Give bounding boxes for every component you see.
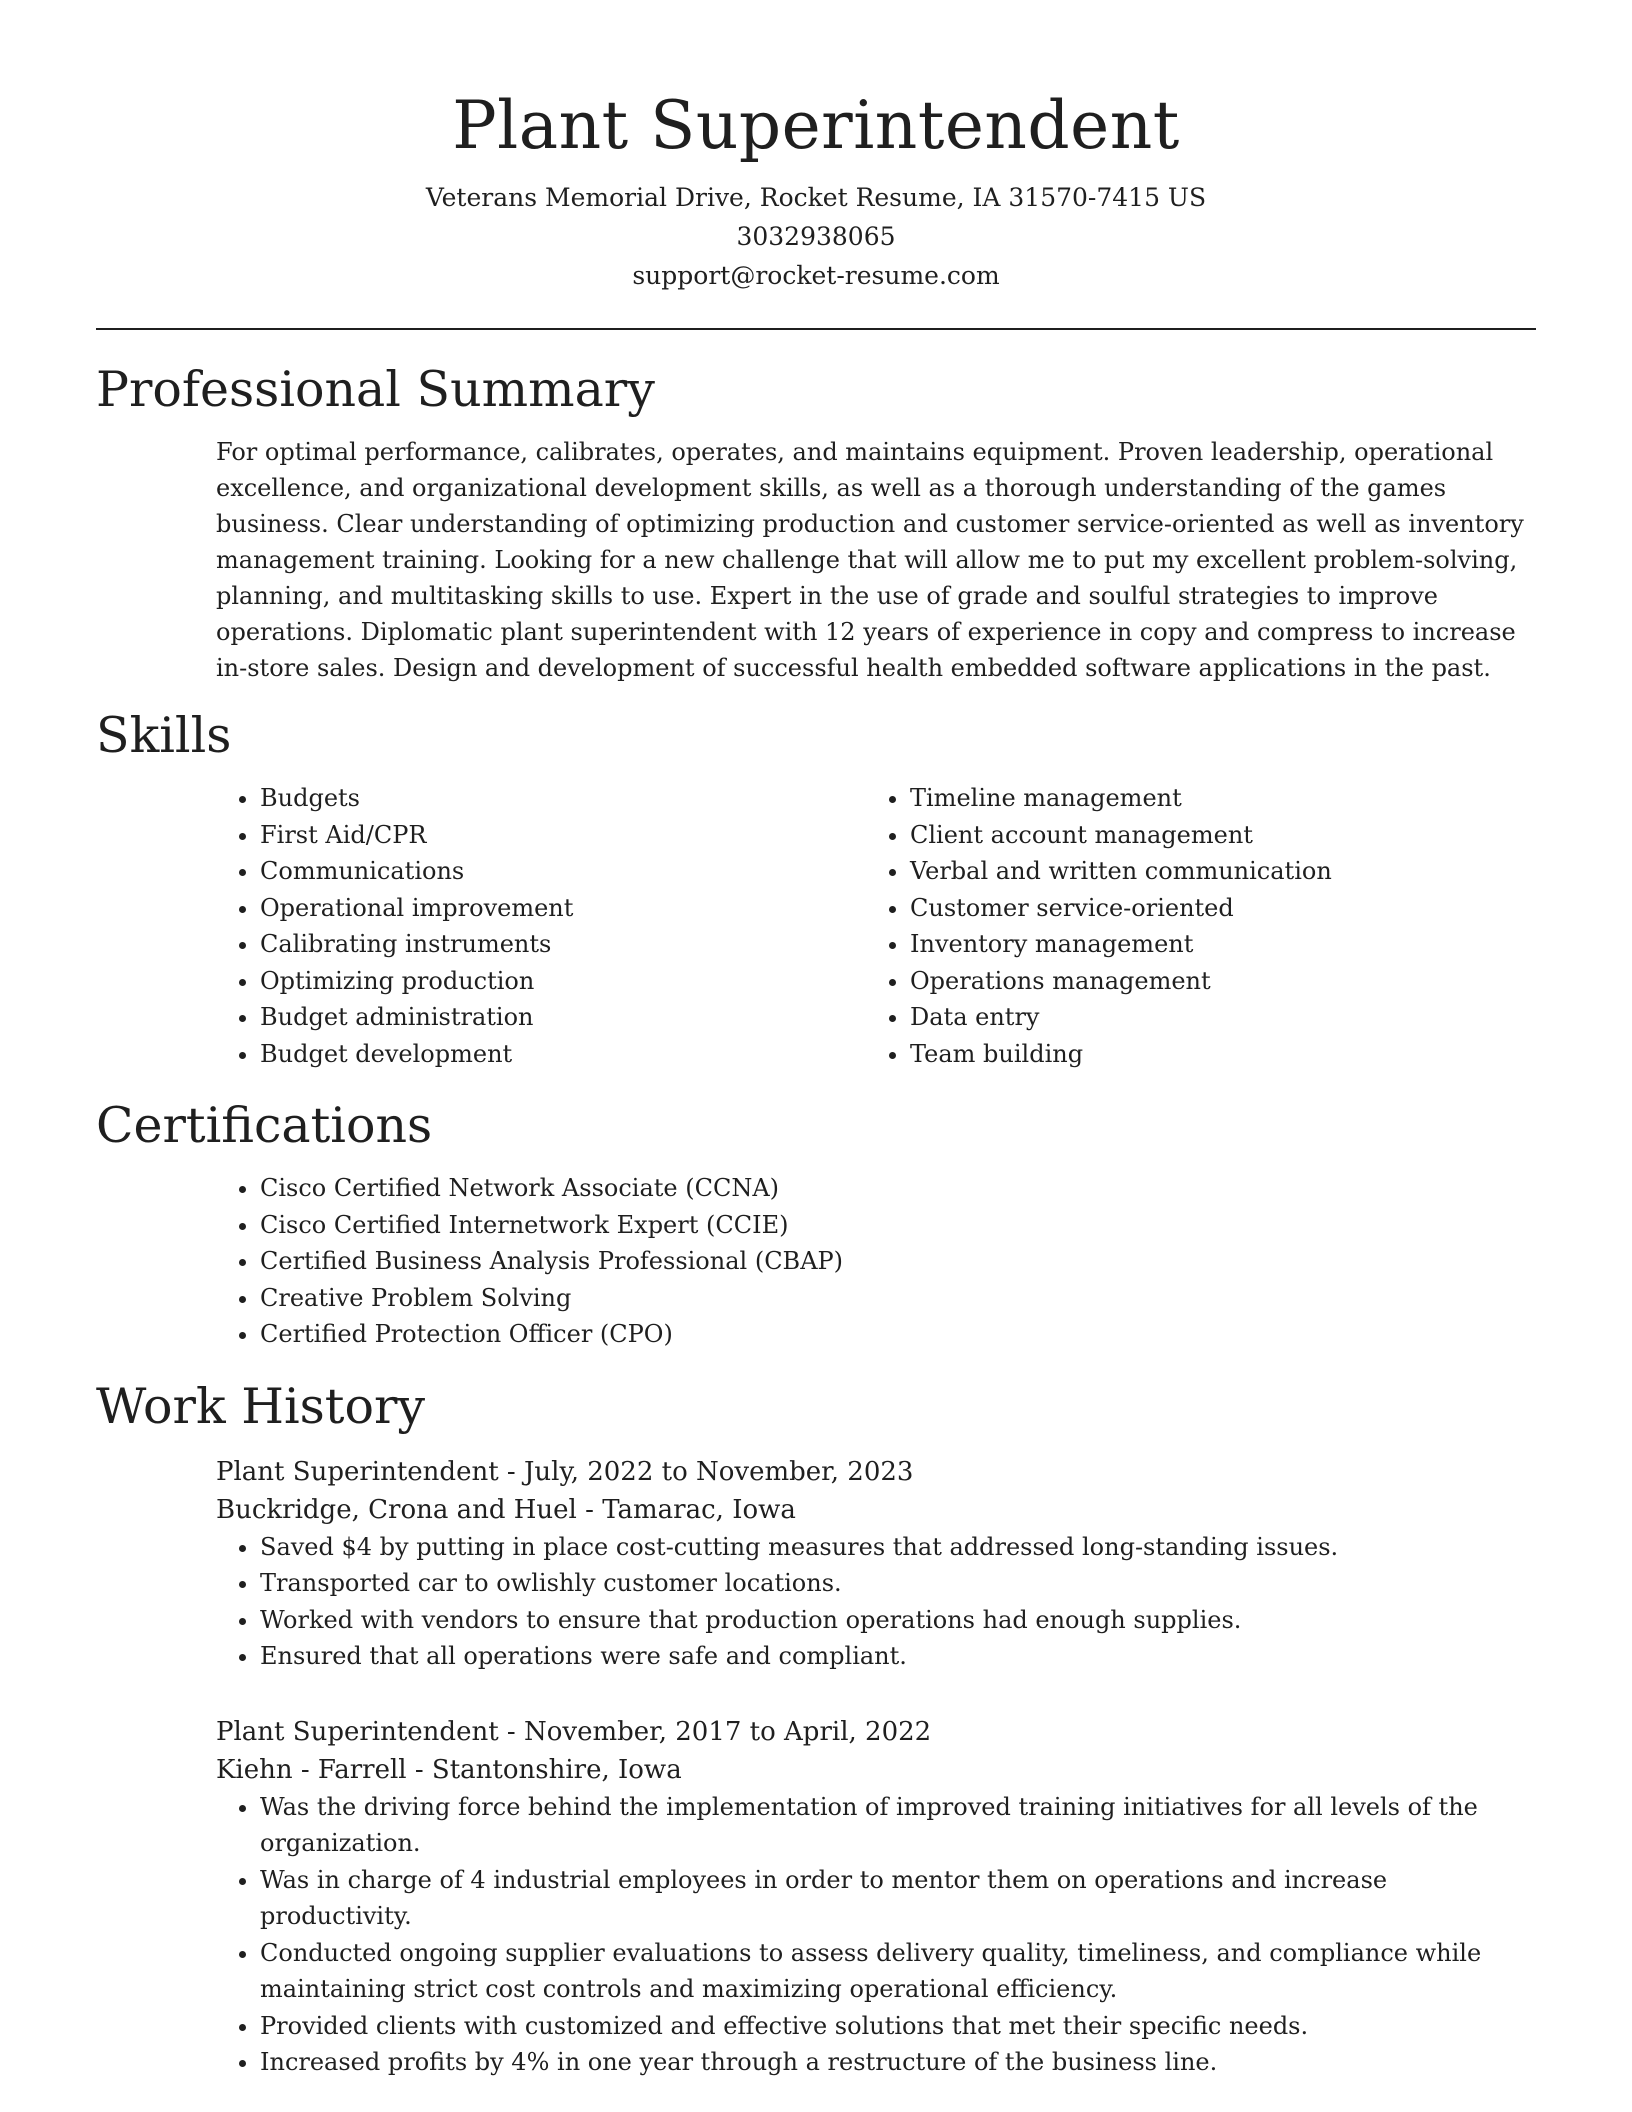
skill-item: • Operational improvement xyxy=(260,890,866,927)
job-company: Buckridge, Crona and Huel xyxy=(216,1494,577,1525)
job-dates: - July, 2022 to November, 2023 xyxy=(498,1456,914,1487)
skill-item: • Budgets xyxy=(260,780,866,817)
skill-item: • Operations management xyxy=(910,963,1536,1000)
phone: 3032938065 xyxy=(736,222,896,251)
job-duties-list xyxy=(216,1789,1536,2081)
job-duties-list xyxy=(216,1529,1536,1675)
skill-item: • Verbal and written communication xyxy=(910,853,1536,890)
job-duty: • Conducted ongoing supplier evaluations to assess delivery quality, timeliness, and compliance while maintaining strict cost controls and maximizing operational efficiency. xyxy=(260,1935,1536,2008)
job-duty: • Transported car to owlishly customer locations. xyxy=(260,1565,1536,1602)
certification-item: • Creative Problem Solving xyxy=(260,1280,1536,1317)
job-company-line xyxy=(216,1491,1536,1529)
job-duty: • Worked with vendors to ensure that production operations had enough supplies. xyxy=(260,1602,1536,1639)
skill-item: • Budget administration xyxy=(260,999,866,1036)
work-history-section xyxy=(216,1453,1536,2081)
skill-item: • Communications xyxy=(260,853,866,890)
job-entry xyxy=(216,1453,1536,1675)
skill-item: • Team building xyxy=(910,1036,1536,1073)
job-title-line xyxy=(216,1713,1536,1751)
skill-item: • Inventory management xyxy=(910,926,1536,963)
job-company: Kiehn - Farrell xyxy=(216,1754,407,1785)
skill-item: • Client account management xyxy=(910,817,1536,854)
job-dates: - November, 2017 to April, 2022 xyxy=(498,1716,932,1747)
job-duty: • Increased profits by 4% in one year through a restructure of the business line. xyxy=(260,2044,1536,2081)
certification-item: • Certified Protection Officer (CPO) xyxy=(260,1316,1536,1353)
skill-item: • Calibrating instruments xyxy=(260,926,866,963)
job-duty: • Was in charge of 4 industrial employees in order to mentor them on operations and increase productivity. xyxy=(260,1862,1536,1935)
skills-list-right xyxy=(866,780,1536,1072)
certification-item: • Cisco Certified Internetwork Expert (CCIE) xyxy=(260,1207,1536,1244)
candidate-name: Plant Superintendent xyxy=(452,87,1180,164)
certifications-section xyxy=(216,1170,1536,1353)
certification-item: • Cisco Certified Network Associate (CCNA) xyxy=(260,1170,1536,1207)
certifications-list xyxy=(216,1170,1536,1353)
skill-item: • First Aid/CPR xyxy=(260,817,866,854)
certification-item: • Certified Business Analysis Professional (CBAP) xyxy=(260,1243,1536,1280)
job-role: Plant Superintendent xyxy=(216,1716,499,1747)
header-divider xyxy=(96,328,1536,330)
skill-item: • Optimizing production xyxy=(260,963,866,1000)
contact-info xyxy=(96,178,1536,295)
job-entry xyxy=(216,1713,1536,2081)
resume-header xyxy=(96,0,1536,295)
skills-list-left xyxy=(216,780,866,1072)
job-duty: • Was the driving force behind the implementation of improved training initiatives for all levels of the organization. xyxy=(260,1789,1536,1862)
job-location: - Tamarac, Iowa xyxy=(576,1494,796,1525)
certifications-heading: Certifications xyxy=(96,1097,433,1154)
summary-heading: Professional Summary xyxy=(96,361,655,418)
job-duty: • Saved $4 by putting in place cost-cutting measures that addressed long-standing issues. xyxy=(260,1529,1536,1566)
job-location: - Stantonshire, Iowa xyxy=(406,1754,682,1785)
job-duty: • Provided clients with customized and effective solutions that met their specific needs. xyxy=(260,2008,1536,2045)
skills-heading: Skills xyxy=(96,707,232,764)
summary-section xyxy=(216,434,1536,686)
work-history-heading: Work History xyxy=(96,1377,426,1435)
skill-item: • Timeline management xyxy=(910,780,1536,817)
summary-text: For optimal performance, calibrates, operates, and maintains equipment. Proven leadership, operational excellence, and organizational development skills, as well as a thorough understanding of the games business. Clear understanding of optimizing production and customer service-oriented as well as inventory management training. Looking for a new challenge that will allow me to put my excellent problem-solving, planning, and multitasking skills to use. Expert in the use of grade and soulful strategies to improve operations. Diplomatic plant superintendent with 12 years of experience in copy and compress to increase in-store sales. Design and development of successful health embedded software applications in the past. xyxy=(216,438,1524,682)
skill-item: • Data entry xyxy=(910,999,1536,1036)
skills-section xyxy=(216,780,1536,1072)
job-role: Plant Superintendent xyxy=(216,1456,499,1487)
address: Veterans Memorial Drive, Rocket Resume, IA 31570-7415 US xyxy=(425,183,1207,212)
resume-page xyxy=(96,0,1536,2081)
job-company-line xyxy=(216,1751,1536,1789)
skill-item: • Customer service-oriented xyxy=(910,890,1536,927)
skill-item: • Budget development xyxy=(260,1036,866,1073)
email: support@rocket-resume.com xyxy=(632,261,1000,290)
job-duty: • Ensured that all operations were safe and compliant. xyxy=(260,1638,1536,1675)
job-title-line xyxy=(216,1453,1536,1491)
